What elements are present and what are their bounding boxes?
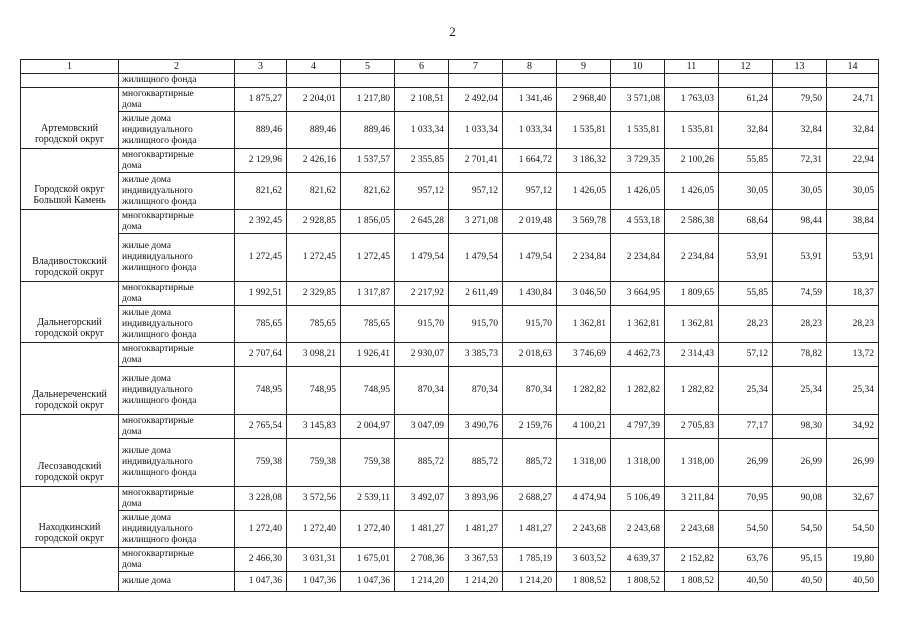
value-cell: 2 707,64 xyxy=(235,343,287,367)
value-cell: 889,46 xyxy=(341,112,395,149)
value-cell: 1 430,84 xyxy=(503,282,557,306)
table-row xyxy=(21,415,879,439)
value-cell: 2 243,68 xyxy=(665,511,719,548)
value-cell xyxy=(827,74,879,88)
value-cell: 1 481,27 xyxy=(395,511,449,548)
value-cell: 68,64 xyxy=(719,210,773,234)
value-cell: 1 047,36 xyxy=(287,572,341,592)
table-body xyxy=(21,74,879,592)
value-cell: 1 047,36 xyxy=(341,572,395,592)
value-cell: 25,34 xyxy=(773,367,827,415)
value-cell: 5 106,49 xyxy=(611,487,665,511)
value-cell: 1 808,52 xyxy=(557,572,611,592)
housing-type-cell: жилые дома индивидуального жилищного фонда xyxy=(119,306,235,343)
value-cell: 748,95 xyxy=(287,367,341,415)
value-cell: 2 426,16 xyxy=(287,149,341,173)
value-cell: 785,65 xyxy=(235,306,287,343)
value-cell: 34,92 xyxy=(827,415,879,439)
value-cell: 2 968,40 xyxy=(557,88,611,112)
housing-type-cell: жилые дома индивидуального жилищного фонда xyxy=(119,511,235,548)
table-row xyxy=(21,234,879,282)
column-header: 8 xyxy=(503,60,557,74)
district-name xyxy=(21,548,119,592)
value-cell: 1 272,40 xyxy=(287,511,341,548)
value-cell: 2 314,43 xyxy=(665,343,719,367)
value-cell: 28,23 xyxy=(773,306,827,343)
value-cell: 889,46 xyxy=(287,112,341,149)
column-header: 4 xyxy=(287,60,341,74)
column-header: 10 xyxy=(611,60,665,74)
table-row xyxy=(21,572,879,592)
value-cell: 3 031,31 xyxy=(287,548,341,572)
value-cell: 3 098,21 xyxy=(287,343,341,367)
housing-type-cell: многоквартирные дома xyxy=(119,487,235,511)
column-header: 11 xyxy=(665,60,719,74)
value-cell: 2 645,28 xyxy=(395,210,449,234)
value-cell: 1 992,51 xyxy=(235,282,287,306)
value-cell: 2 159,76 xyxy=(503,415,557,439)
value-cell: 1 272,40 xyxy=(235,511,287,548)
value-cell: 1 875,27 xyxy=(235,88,287,112)
value-cell: 1 318,00 xyxy=(557,439,611,487)
value-cell: 1 856,05 xyxy=(341,210,395,234)
value-cell: 2 217,92 xyxy=(395,282,449,306)
value-cell: 870,34 xyxy=(503,367,557,415)
value-cell xyxy=(719,74,773,88)
value-cell: 57,12 xyxy=(719,343,773,367)
value-cell: 957,12 xyxy=(503,173,557,210)
value-cell: 1 926,41 xyxy=(341,343,395,367)
value-cell: 785,65 xyxy=(341,306,395,343)
housing-type-cell: многоквартирные дома xyxy=(119,415,235,439)
value-cell: 2 701,41 xyxy=(449,149,503,173)
value-cell: 2 019,48 xyxy=(503,210,557,234)
value-cell: 915,70 xyxy=(449,306,503,343)
value-cell: 98,30 xyxy=(773,415,827,439)
value-cell: 2 466,30 xyxy=(235,548,287,572)
value-cell: 821,62 xyxy=(287,173,341,210)
value-cell: 2 243,68 xyxy=(611,511,665,548)
table-row xyxy=(21,112,879,149)
value-cell: 1 664,72 xyxy=(503,149,557,173)
value-cell xyxy=(503,74,557,88)
value-cell: 3 145,83 xyxy=(287,415,341,439)
value-cell: 53,91 xyxy=(827,234,879,282)
value-cell xyxy=(449,74,503,88)
value-cell: 30,05 xyxy=(719,173,773,210)
value-cell: 1 535,81 xyxy=(611,112,665,149)
value-cell: 885,72 xyxy=(503,439,557,487)
district-name: Владивостокский городской округ xyxy=(21,210,119,282)
value-cell: 759,38 xyxy=(235,439,287,487)
value-cell: 748,95 xyxy=(341,367,395,415)
value-cell: 1 481,27 xyxy=(503,511,557,548)
column-header: 6 xyxy=(395,60,449,74)
value-cell: 1 763,03 xyxy=(665,88,719,112)
value-cell: 4 474,94 xyxy=(557,487,611,511)
value-cell: 1 426,05 xyxy=(611,173,665,210)
district-name: Артемовский городской округ xyxy=(21,88,119,149)
value-cell: 1 426,05 xyxy=(557,173,611,210)
table-row xyxy=(21,343,879,367)
value-cell: 2 688,27 xyxy=(503,487,557,511)
value-cell: 1 675,01 xyxy=(341,548,395,572)
value-cell: 1 047,36 xyxy=(235,572,287,592)
value-cell: 3 664,95 xyxy=(611,282,665,306)
value-cell xyxy=(773,74,827,88)
district-name: Дальнегорский городской округ xyxy=(21,282,119,343)
housing-type-cell: жилые дома xyxy=(119,572,235,592)
value-cell: 54,50 xyxy=(773,511,827,548)
value-cell: 1 808,52 xyxy=(665,572,719,592)
tariff-table xyxy=(20,59,879,592)
value-cell: 1 362,81 xyxy=(611,306,665,343)
value-cell: 4 639,37 xyxy=(611,548,665,572)
district-name: Городской округ Большой Камень xyxy=(21,149,119,210)
value-cell: 2 492,04 xyxy=(449,88,503,112)
housing-type-cell: многоквартирные дома xyxy=(119,88,235,112)
value-cell: 2 129,96 xyxy=(235,149,287,173)
value-cell: 2 928,85 xyxy=(287,210,341,234)
value-cell: 28,23 xyxy=(827,306,879,343)
housing-type-cell: жилищного фонда xyxy=(119,74,235,88)
value-cell: 25,34 xyxy=(827,367,879,415)
value-cell: 1 479,54 xyxy=(449,234,503,282)
value-cell: 61,24 xyxy=(719,88,773,112)
column-header: 14 xyxy=(827,60,879,74)
value-cell: 821,62 xyxy=(235,173,287,210)
value-cell: 759,38 xyxy=(287,439,341,487)
value-cell: 3 893,96 xyxy=(449,487,503,511)
value-cell: 1 272,45 xyxy=(235,234,287,282)
value-cell: 2 355,85 xyxy=(395,149,449,173)
value-cell: 38,84 xyxy=(827,210,879,234)
value-cell: 54,50 xyxy=(827,511,879,548)
value-cell: 1 785,19 xyxy=(503,548,557,572)
value-cell: 13,72 xyxy=(827,343,879,367)
value-cell: 3 047,09 xyxy=(395,415,449,439)
value-cell: 2 539,11 xyxy=(341,487,395,511)
value-cell: 78,82 xyxy=(773,343,827,367)
value-cell: 32,84 xyxy=(773,112,827,149)
value-cell: 1 362,81 xyxy=(557,306,611,343)
value-cell: 3 492,07 xyxy=(395,487,449,511)
value-cell: 2 100,26 xyxy=(665,149,719,173)
value-cell: 95,15 xyxy=(773,548,827,572)
housing-type-cell: жилые дома индивидуального жилищного фонда xyxy=(119,112,235,149)
value-cell: 3 572,56 xyxy=(287,487,341,511)
value-cell: 74,59 xyxy=(773,282,827,306)
value-cell: 2 243,68 xyxy=(557,511,611,548)
value-cell: 3 571,08 xyxy=(611,88,665,112)
value-cell: 53,91 xyxy=(719,234,773,282)
value-cell: 2 204,01 xyxy=(287,88,341,112)
value-cell: 957,12 xyxy=(395,173,449,210)
value-cell: 30,05 xyxy=(827,173,879,210)
table-row xyxy=(21,511,879,548)
value-cell: 3 228,08 xyxy=(235,487,287,511)
housing-type-cell: жилые дома индивидуального жилищного фонда xyxy=(119,234,235,282)
value-cell: 3 746,69 xyxy=(557,343,611,367)
value-cell: 32,67 xyxy=(827,487,879,511)
table-row xyxy=(21,88,879,112)
value-cell: 1 214,20 xyxy=(449,572,503,592)
value-cell: 3 211,84 xyxy=(665,487,719,511)
value-cell: 1 272,45 xyxy=(287,234,341,282)
value-cell: 53,91 xyxy=(773,234,827,282)
value-cell: 1 033,34 xyxy=(449,112,503,149)
value-cell xyxy=(287,74,341,88)
column-header: 7 xyxy=(449,60,503,74)
value-cell: 1 318,00 xyxy=(611,439,665,487)
value-cell: 759,38 xyxy=(341,439,395,487)
district-name: Дальнереченский городской округ xyxy=(21,343,119,415)
housing-type-cell: многоквартирные дома xyxy=(119,149,235,173)
value-cell: 748,95 xyxy=(235,367,287,415)
value-cell: 63,76 xyxy=(719,548,773,572)
housing-type-cell: жилые дома индивидуального жилищного фонда xyxy=(119,367,235,415)
value-cell: 98,44 xyxy=(773,210,827,234)
value-cell: 821,62 xyxy=(341,173,395,210)
housing-type-cell: многоквартирные дома xyxy=(119,210,235,234)
value-cell: 40,50 xyxy=(719,572,773,592)
value-cell xyxy=(235,74,287,88)
value-cell: 26,99 xyxy=(773,439,827,487)
district-name: Лесозаводский городской округ xyxy=(21,415,119,487)
table-row xyxy=(21,487,879,511)
value-cell: 70,95 xyxy=(719,487,773,511)
value-cell: 1 282,82 xyxy=(557,367,611,415)
value-cell: 4 553,18 xyxy=(611,210,665,234)
value-cell: 54,50 xyxy=(719,511,773,548)
value-cell: 55,85 xyxy=(719,149,773,173)
value-cell xyxy=(395,74,449,88)
column-header: 1 xyxy=(21,60,119,74)
housing-type-cell: многоквартирные дома xyxy=(119,548,235,572)
value-cell: 24,71 xyxy=(827,88,879,112)
table-row xyxy=(21,548,879,572)
value-cell: 79,50 xyxy=(773,88,827,112)
value-cell: 40,50 xyxy=(773,572,827,592)
value-cell: 870,34 xyxy=(395,367,449,415)
value-cell: 40,50 xyxy=(827,572,879,592)
table-row xyxy=(21,210,879,234)
value-cell: 3 046,50 xyxy=(557,282,611,306)
value-cell: 3 385,73 xyxy=(449,343,503,367)
value-cell: 1 808,52 xyxy=(611,572,665,592)
value-cell: 1 535,81 xyxy=(557,112,611,149)
value-cell: 885,72 xyxy=(395,439,449,487)
district-cell xyxy=(21,74,119,88)
district-name: Находкинский городской округ xyxy=(21,487,119,548)
table-row xyxy=(21,439,879,487)
value-cell xyxy=(341,74,395,88)
value-cell: 1 479,54 xyxy=(395,234,449,282)
value-cell: 1 282,82 xyxy=(665,367,719,415)
value-cell: 1 426,05 xyxy=(665,173,719,210)
value-cell: 1 809,65 xyxy=(665,282,719,306)
value-cell: 2 586,38 xyxy=(665,210,719,234)
value-cell: 26,99 xyxy=(827,439,879,487)
value-cell: 957,12 xyxy=(449,173,503,210)
value-cell: 3 603,52 xyxy=(557,548,611,572)
value-cell: 25,34 xyxy=(719,367,773,415)
housing-type-cell: многоквартирные дома xyxy=(119,343,235,367)
page-number: 2 xyxy=(449,24,456,39)
value-cell: 32,84 xyxy=(719,112,773,149)
value-cell: 1 535,81 xyxy=(665,112,719,149)
value-cell: 1 272,40 xyxy=(341,511,395,548)
value-cell: 2 329,85 xyxy=(287,282,341,306)
value-cell: 885,72 xyxy=(449,439,503,487)
housing-type-cell: многоквартирные дома xyxy=(119,282,235,306)
header-row xyxy=(21,60,879,74)
value-cell: 2 234,84 xyxy=(611,234,665,282)
column-header: 2 xyxy=(119,60,235,74)
continuation-row xyxy=(21,74,879,88)
table-row xyxy=(21,282,879,306)
value-cell: 1 214,20 xyxy=(503,572,557,592)
value-cell: 1 317,87 xyxy=(341,282,395,306)
table-row xyxy=(21,173,879,210)
value-cell: 2 611,49 xyxy=(449,282,503,306)
housing-type-cell: жилые дома индивидуального жилищного фонда xyxy=(119,439,235,487)
value-cell: 3 490,76 xyxy=(449,415,503,439)
value-cell: 4 100,21 xyxy=(557,415,611,439)
value-cell: 55,85 xyxy=(719,282,773,306)
value-cell: 1 318,00 xyxy=(665,439,719,487)
value-cell: 2 234,84 xyxy=(665,234,719,282)
value-cell: 2 765,54 xyxy=(235,415,287,439)
value-cell: 1 479,54 xyxy=(503,234,557,282)
table-row xyxy=(21,149,879,173)
value-cell: 19,80 xyxy=(827,548,879,572)
value-cell: 1 214,20 xyxy=(395,572,449,592)
value-cell: 1 217,80 xyxy=(341,88,395,112)
value-cell: 77,17 xyxy=(719,415,773,439)
value-cell: 2 004,97 xyxy=(341,415,395,439)
value-cell: 2 108,51 xyxy=(395,88,449,112)
value-cell: 1 362,81 xyxy=(665,306,719,343)
value-cell: 72,31 xyxy=(773,149,827,173)
value-cell: 1 481,27 xyxy=(449,511,503,548)
value-cell: 870,34 xyxy=(449,367,503,415)
value-cell: 1 033,34 xyxy=(395,112,449,149)
value-cell: 915,70 xyxy=(503,306,557,343)
value-cell: 2 930,07 xyxy=(395,343,449,367)
column-header: 13 xyxy=(773,60,827,74)
column-header: 9 xyxy=(557,60,611,74)
value-cell xyxy=(665,74,719,88)
value-cell: 1 341,46 xyxy=(503,88,557,112)
value-cell xyxy=(557,74,611,88)
value-cell: 4 797,39 xyxy=(611,415,665,439)
value-cell: 2 234,84 xyxy=(557,234,611,282)
column-header: 3 xyxy=(235,60,287,74)
value-cell: 2 705,83 xyxy=(665,415,719,439)
value-cell: 28,23 xyxy=(719,306,773,343)
housing-type-cell: жилые дома индивидуального жилищного фонда xyxy=(119,173,235,210)
value-cell: 915,70 xyxy=(395,306,449,343)
column-header: 12 xyxy=(719,60,773,74)
value-cell: 18,37 xyxy=(827,282,879,306)
value-cell: 3 186,32 xyxy=(557,149,611,173)
value-cell: 2 152,82 xyxy=(665,548,719,572)
value-cell: 4 462,73 xyxy=(611,343,665,367)
value-cell: 2 392,45 xyxy=(235,210,287,234)
value-cell: 2 708,36 xyxy=(395,548,449,572)
value-cell: 785,65 xyxy=(287,306,341,343)
value-cell: 889,46 xyxy=(235,112,287,149)
table-row xyxy=(21,367,879,415)
column-header: 5 xyxy=(341,60,395,74)
value-cell: 1 282,82 xyxy=(611,367,665,415)
value-cell: 3 367,53 xyxy=(449,548,503,572)
value-cell: 3 729,35 xyxy=(611,149,665,173)
value-cell: 1 272,45 xyxy=(341,234,395,282)
table-row xyxy=(21,306,879,343)
value-cell xyxy=(611,74,665,88)
value-cell: 22,94 xyxy=(827,149,879,173)
value-cell: 3 271,08 xyxy=(449,210,503,234)
value-cell: 2 018,63 xyxy=(503,343,557,367)
value-cell: 26,99 xyxy=(719,439,773,487)
value-cell: 30,05 xyxy=(773,173,827,210)
value-cell: 32,84 xyxy=(827,112,879,149)
value-cell: 1 033,34 xyxy=(503,112,557,149)
value-cell: 3 569,78 xyxy=(557,210,611,234)
value-cell: 90,08 xyxy=(773,487,827,511)
value-cell: 1 537,57 xyxy=(341,149,395,173)
